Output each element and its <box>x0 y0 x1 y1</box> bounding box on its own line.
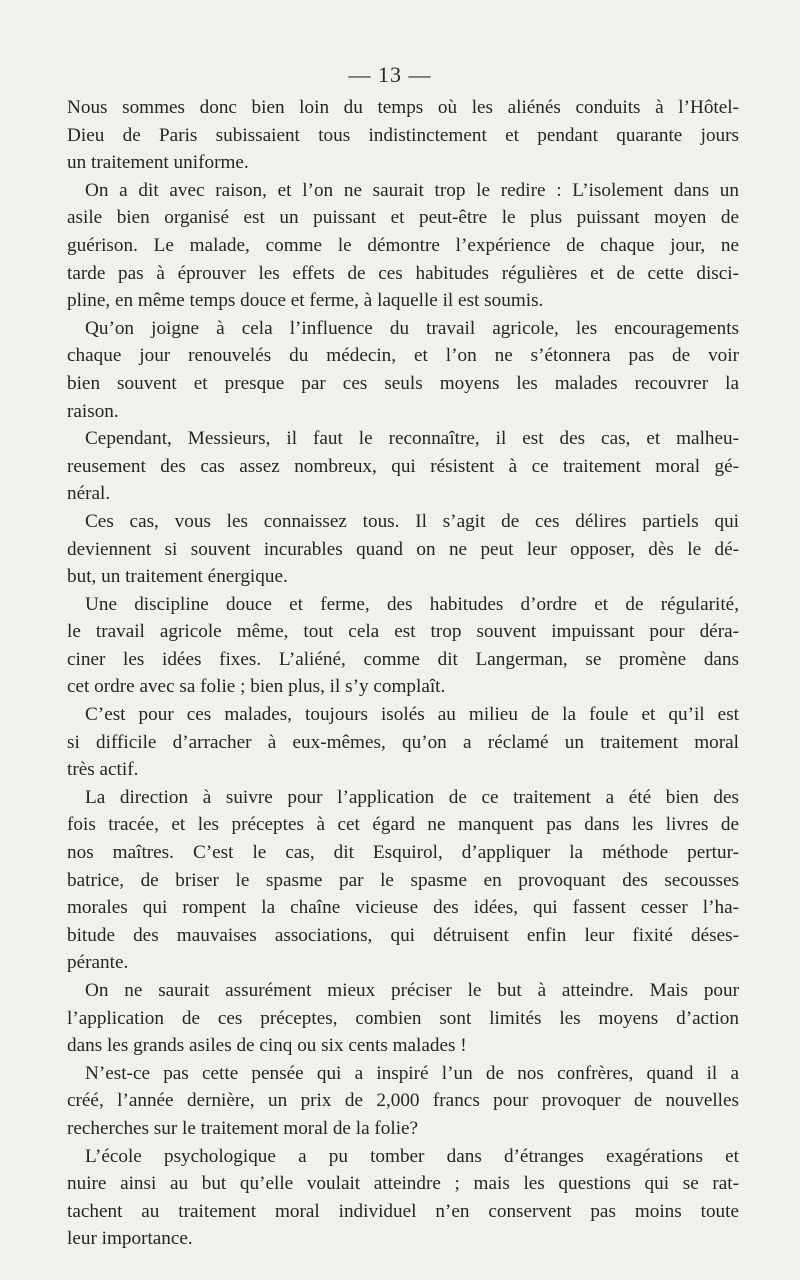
text-line: bitude des mauvaises associations, qui détruisent enfin leur fixité déses- <box>67 924 739 946</box>
text-line: chaque jour renouvelés du médecin, et l’on ne s’étonnera pas de voir <box>67 345 739 367</box>
text-line: Cependant, Messieurs, il faut le reconnaître, il est des cas, et malheu- <box>85 428 739 450</box>
text-line: nos maîtres. C’est le cas, dit Esquirol, d’appliquer la méthode pertur- <box>67 842 739 864</box>
text-line: Qu’on joigne à cela l’influence du travail agricole, les encouragements <box>85 317 739 339</box>
text-line: fois tracée, et les préceptes à cet égard ne manquent pas dans les livres de <box>67 814 739 836</box>
text-line: si difficile d’arracher à eux-mêmes, qu’on a réclamé un traitement moral <box>67 731 739 753</box>
text-line: néral. <box>67 483 111 505</box>
text-line: La direction à suivre pour l’application de ce traitement a été bien des <box>85 786 739 808</box>
text-line: créé, l’année dernière, un prix de 2,000 francs pour provoquer de nouvelles <box>67 1090 739 1112</box>
text-line: pline, en même temps douce et ferme, à laquelle il est soumis. <box>67 290 544 312</box>
text-line: C’est pour ces malades, toujours isolés au milieu de la foule et qu’il est <box>85 704 739 726</box>
text-line: nuire ainsi au but qu’elle voulait atteindre ; mais les questions qui se rat- <box>67 1173 739 1195</box>
text-line: but, un traitement énergique. <box>67 566 288 588</box>
text-line: On ne saurait assurément mieux préciser le but à atteindre. Mais pour <box>85 980 739 1001</box>
text-line: raison. <box>67 400 119 422</box>
text-line: bien souvent et presque par ces seuls moyens les malades recouvrer la <box>67 372 739 394</box>
text-line: deviennent si souvent incurables quand on ne peut leur opposer, dès le dé- <box>67 538 739 560</box>
text-line: le travail agricole même, tout cela est trop souvent impuissant pour déra- <box>67 621 739 643</box>
text-line: cet ordre avec sa folie ; bien plus, il s’y complaît. <box>67 676 446 698</box>
text-line: Nous sommes donc bien loin du temps où les aliénés conduits à l’Hôtel- <box>67 97 739 118</box>
text-line: leur importance. <box>67 1228 193 1250</box>
text-line: l’application de ces préceptes, combien sont limités les moyens d’action <box>67 1007 739 1029</box>
text-line: On a dit avec raison, et l’on ne saurait trop le redire : L’isolement dans un <box>85 179 739 201</box>
page-number: — 13 — <box>348 62 432 87</box>
text-line: L’école psychologique a pu tomber dans d’étranges exagérations et <box>85 1145 739 1167</box>
body-text <box>67 94 739 1253</box>
text-line: très actif. <box>67 759 139 781</box>
text-line: tachent au traitement moral individuel n’en conservent pas moins toute <box>67 1200 739 1222</box>
text-line: Une discipline douce et ferme, des habitudes d’ordre et de régularité, <box>85 593 739 615</box>
text-line: batrice, de briser le spasme par le spasme en provoquant des secousses <box>67 869 739 891</box>
text-line: Ces cas, vous les connaissez tous. Il s’agit de ces délires partiels qui <box>85 510 739 532</box>
text-line: asile bien organisé est un puissant et peut-être le plus puissant moyen de <box>67 207 739 229</box>
text-line: tarde pas à éprouver les effets de ces habitudes régulières et de cette disci- <box>67 262 739 284</box>
text-line: reusement des cas assez nombreux, qui résistent à ce traitement moral gé- <box>67 455 739 477</box>
text-line: un traitement uniforme. <box>67 152 249 174</box>
text-line: recherches sur le traitement moral de la folie? <box>67 1117 419 1139</box>
text-line: N’est-ce pas cette pensée qui a inspiré l’un de nos confrères, quand il a <box>85 1062 739 1084</box>
text-line: Dieu de Paris subissaient tous indistinctement et pendant quarante jours <box>67 124 739 146</box>
text-line: morales qui rompent la chaîne vicieuse des idées, qui fassent cesser l’ha- <box>67 897 739 919</box>
text-line: dans les grands asiles de cinq ou six cents malades ! <box>67 1035 467 1057</box>
text-line: guérison. Le malade, comme le démontre l’expérience de chaque jour, ne <box>67 234 739 256</box>
text-line: pérante. <box>67 952 129 974</box>
text-line: ciner les idées fixes. L’aliéné, comme dit Langerman, se promène dans <box>67 648 739 670</box>
